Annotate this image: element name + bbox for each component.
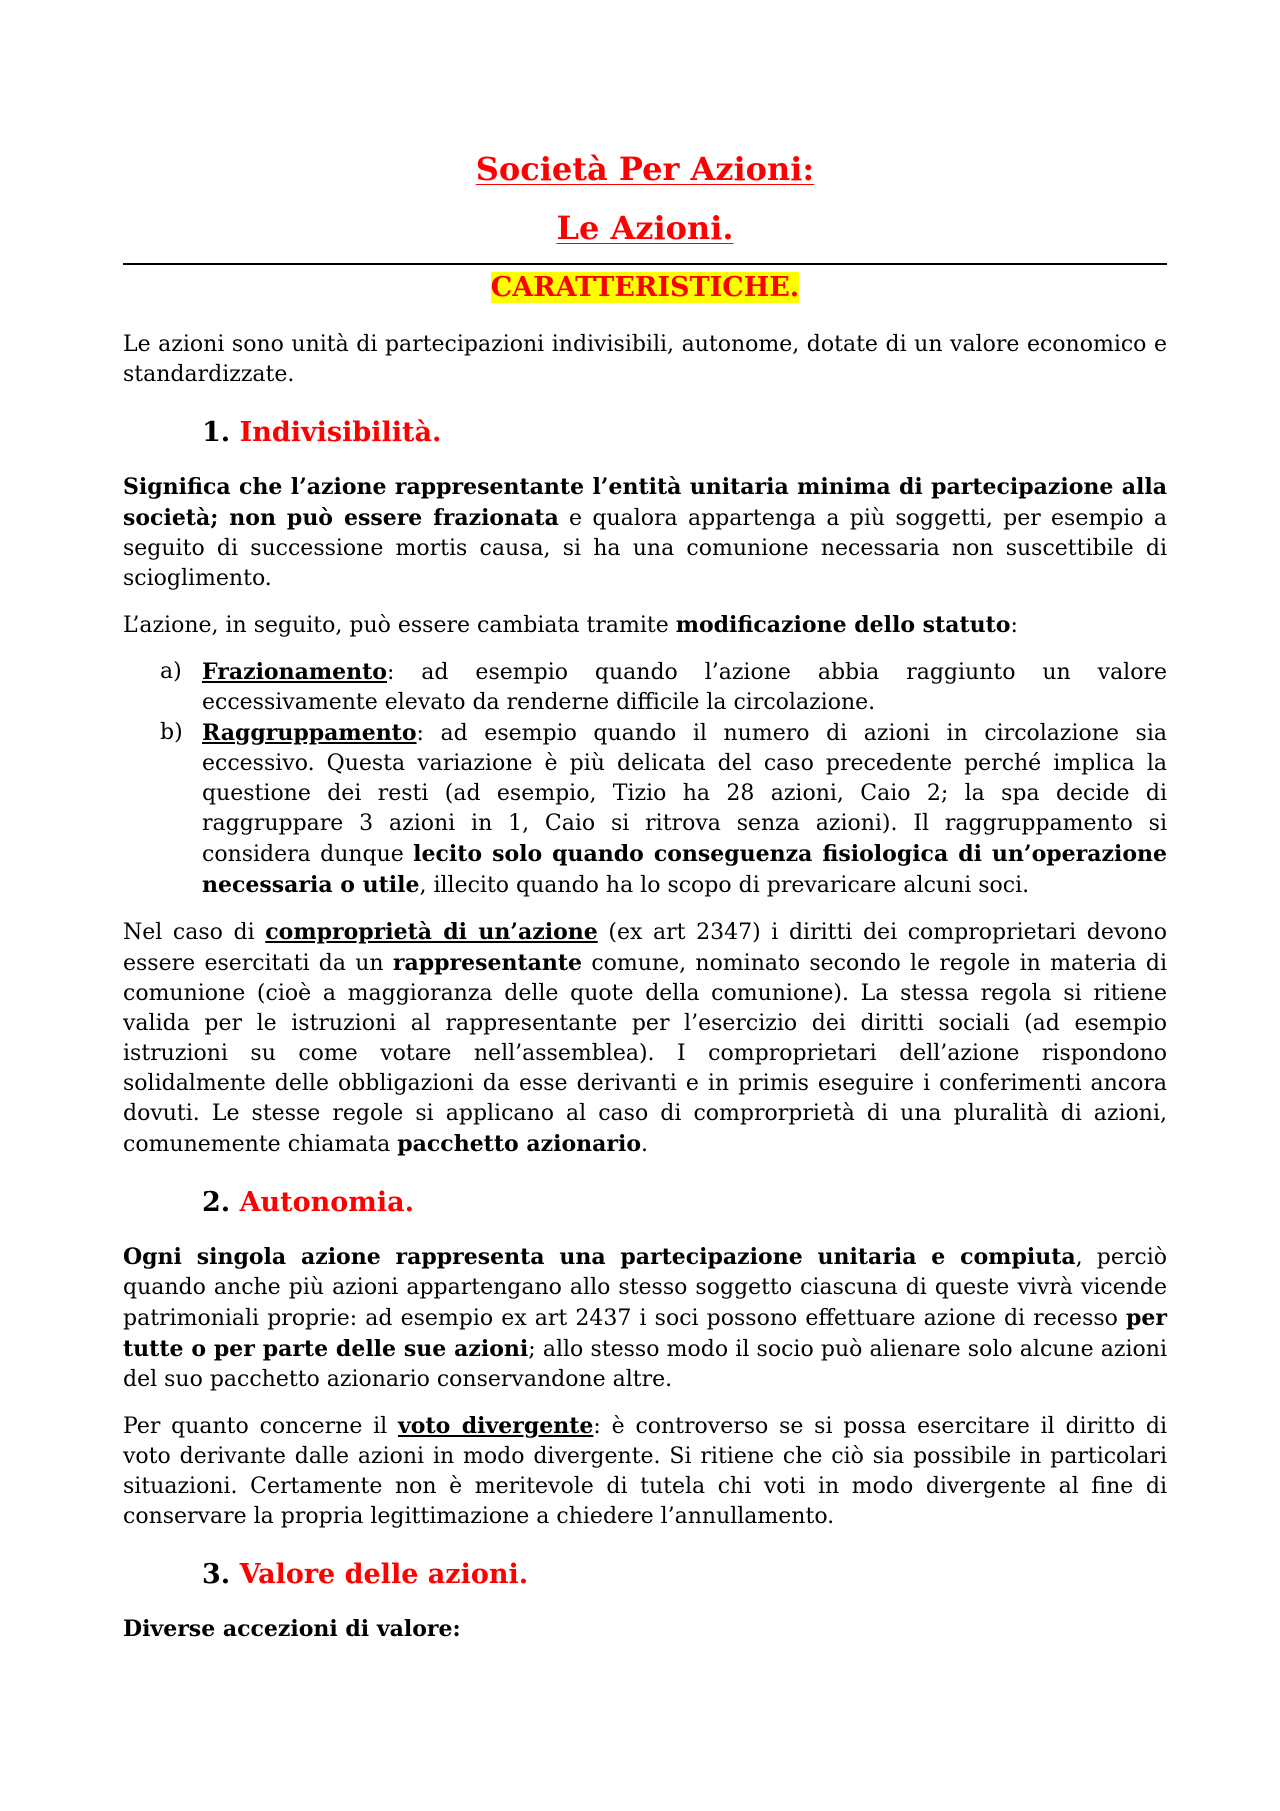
bold-text: rappresentante bbox=[392, 950, 583, 976]
document-page bbox=[123, 150, 1167, 1644]
heading-text: Indivisibilità. bbox=[239, 417, 442, 448]
heading-autonomia bbox=[202, 1186, 1167, 1220]
intro-paragraph: Le azioni sono unità di partecipazioni indivisibili, autonome, dotate di un valore economico e standardizzate. bbox=[123, 332, 1167, 387]
horizontal-rule bbox=[123, 263, 1167, 265]
term-voto-divergente: voto divergente bbox=[398, 1413, 594, 1439]
list-marker: a) bbox=[160, 659, 182, 684]
bold-text: Significa che l’azione rappresentante l’entità unitaria minima di partecipazione alla società; non può essere frazionata bbox=[123, 474, 1167, 531]
heading-text: Autonomia. bbox=[239, 1187, 415, 1218]
list-item-text: : ad esempio quando l’azione abbia raggiunto un valore eccessivamente elevato da renderne difficile la circolazione. bbox=[202, 660, 1167, 715]
section-title-text: CARATTERISTICHE. bbox=[490, 272, 800, 303]
heading-number: 1. bbox=[202, 417, 231, 448]
list-item-text: : ad esempio quando il numero di azioni in circolazione sia eccessivo. Questa variazione è più delicata del caso precedente perché implica la questione dei resti (ad esempio, Tizio ha 28 azioni, Caio 2; la spa decide di raggruppare 3 azioni in 1, Caio si ritrova senza azioni). Il raggruppamento si considera dunque bbox=[202, 721, 1167, 867]
paragraph-autonomia-def bbox=[123, 1242, 1167, 1395]
heading-text: Valore delle azioni. bbox=[239, 1559, 529, 1590]
list-item-text: , illecito quando ha lo scopo di prevaricare alcuni soci. bbox=[419, 873, 1030, 898]
paragraph-modificazione bbox=[123, 610, 1167, 641]
paragraph-voto-divergente bbox=[123, 1411, 1167, 1532]
list-item-raggruppamento bbox=[123, 718, 1167, 901]
paragraph-text: : è controverso se si possa esercitare il diritto di voto derivante dalle azioni in modo divergente. Si ritiene che ciò sia possibile in particolari situazioni. Certamente non è meritevole di tutela chi voti in modo divergente al fine di conservare la propria legittimazione a chiedere l’annullamento. bbox=[123, 1414, 1167, 1529]
paragraph-text: : bbox=[1010, 613, 1018, 638]
paragraph-text: . bbox=[641, 1132, 648, 1157]
heading-indivisibilita bbox=[202, 416, 1167, 450]
paragraph-text: L’azione, in seguito, può essere cambiata tramite bbox=[123, 613, 676, 638]
section-title bbox=[123, 271, 1167, 308]
term-comproprieta: comproprietà di un’azione bbox=[265, 919, 598, 945]
term-raggruppamento: Raggruppamento bbox=[202, 720, 417, 746]
paragraph-text: e qualora appartenga a più soggetti, per esempio a seguito di successione mortis causa, si ha una comunione necessaria non suscettibile di scioglimento. bbox=[123, 506, 1167, 591]
term-frazionamento: Frazionamento bbox=[202, 659, 387, 685]
paragraph-comproprieta bbox=[123, 917, 1167, 1160]
doc-title-line1: Società Per Azioni: bbox=[475, 150, 815, 188]
paragraph-text: ; allo stesso modo il socio può alienare solo alcune azioni del suo pacchetto azionario conservandone altre. bbox=[123, 1337, 1168, 1392]
label-accezioni: Diverse accezioni di valore: bbox=[123, 1616, 461, 1642]
paragraph-text: Per quanto concerne il bbox=[123, 1414, 399, 1439]
list-item-frazionamento bbox=[123, 657, 1167, 718]
doc-title-line2: Le Azioni. bbox=[556, 209, 734, 247]
paragraph-text: comune, nominato secondo le regole in materia di comunione (cioè a maggioranza delle quote della comunione). La stessa regola si ritiene valida per le istruzioni al rappresentante per l’esercizio dei diritti sociali (ad esempio istruzioni su come votare nell’assemblea). I comproprietari dell’azione rispondono solidalmente delle obbligazioni da esse derivanti e in primis eseguire i conferimenti ancora dovuti. Le stesse regole si applicano al caso di comprorprietà di una pluralità di azioni, comunemente chiamata bbox=[123, 951, 1167, 1157]
lettered-list bbox=[123, 657, 1167, 901]
paragraph-text: Nel caso di bbox=[123, 920, 266, 945]
paragraph-text: , perciò quando anche più azioni appartengano allo stesso soggetto ciascuna di queste vivrà vicende patrimoniali proprie: ad esempio ex art 2437 i soci possono effettuare azione di recesso bbox=[123, 1245, 1167, 1331]
bold-text: per tutte o per parte delle sue azioni bbox=[123, 1305, 1167, 1362]
bold-text: pacchetto azionario bbox=[397, 1131, 641, 1157]
bold-text: lecito solo quando conseguenza fisiologica di un’operazione necessaria o utile bbox=[202, 841, 1167, 898]
bold-text: Ogni singola azione rappresenta una partecipazione unitaria e compiuta bbox=[123, 1244, 1076, 1270]
heading-valore bbox=[202, 1558, 1167, 1592]
paragraph-indivisibilita-def bbox=[123, 472, 1167, 594]
bold-text: modificazione dello statuto bbox=[675, 612, 1011, 638]
heading-number: 3. bbox=[202, 1559, 231, 1590]
list-marker: b) bbox=[160, 720, 183, 745]
heading-number: 2. bbox=[202, 1187, 231, 1218]
paragraph-text: (ex art 2347) i diritti dei comproprietari devono essere esercitati da un bbox=[123, 920, 1167, 976]
